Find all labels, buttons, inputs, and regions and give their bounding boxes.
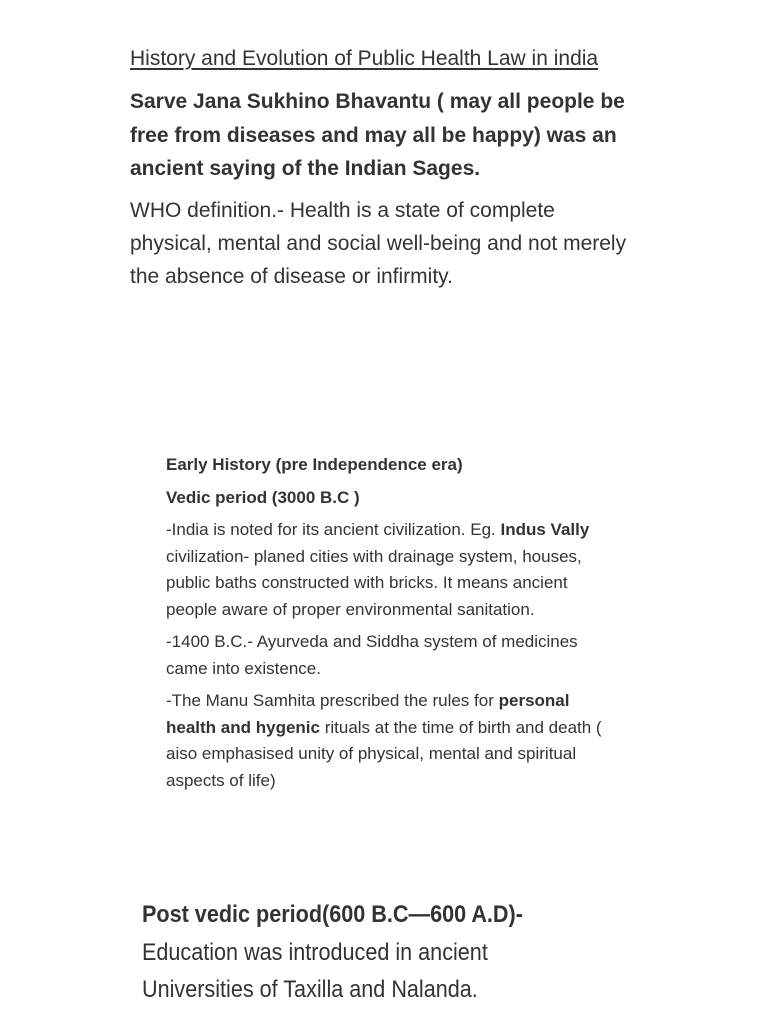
early-history-heading: Early History (pre Independence era) (166, 455, 463, 474)
document-title: History and Evolution of Public Health Law in india (130, 47, 599, 70)
post-vedic-heading: Post vedic period(600 B.C—600 A.D)- (142, 901, 523, 928)
early-history-section (166, 452, 616, 800)
indus-paragraph (166, 517, 616, 623)
indus-bold-text: Indus Vally (500, 520, 590, 539)
ayurveda-paragraph: -1400 B.C.- Ayurveda and Siddha system of medicines came into existence. (166, 632, 578, 678)
manu-samhita-paragraph (166, 688, 616, 794)
who-definition: WHO definition.- Health is a state of complete physical, mental and social well-being and not merely the absence of disease or infirmity. (130, 198, 627, 288)
indus-text-start: -India is noted for its ancient civilization. Eg. (166, 520, 501, 539)
vedic-period-heading: Vedic period (3000 B.C ) (166, 487, 360, 507)
intro-section (130, 42, 630, 293)
ancient-saying: Sarve Jana Sukhino Bhavantu ( may all people be free from diseases and may all be happy) was an ancient saying of the Indian Sages. (130, 90, 625, 180)
indus-text-end: civilization- planed cities with drainage system, houses, public baths constructed with bricks. It means ancient people aware of proper environmental sanitation. (166, 520, 599, 619)
manu-text-start: -The Manu Samhita prescribed the rules for (166, 691, 499, 710)
post-vedic-text: Education was introduced in ancient Universities of Taxilla and Nalanda. (142, 938, 488, 1003)
manu-text-end: rituals at the time of birth and death ( aiso emphasised unity of physical, mental and spiritual aspects of life) (166, 717, 602, 790)
post-vedic-section (142, 896, 592, 1009)
manu-bold-text: personal health and hygenic (166, 691, 570, 737)
